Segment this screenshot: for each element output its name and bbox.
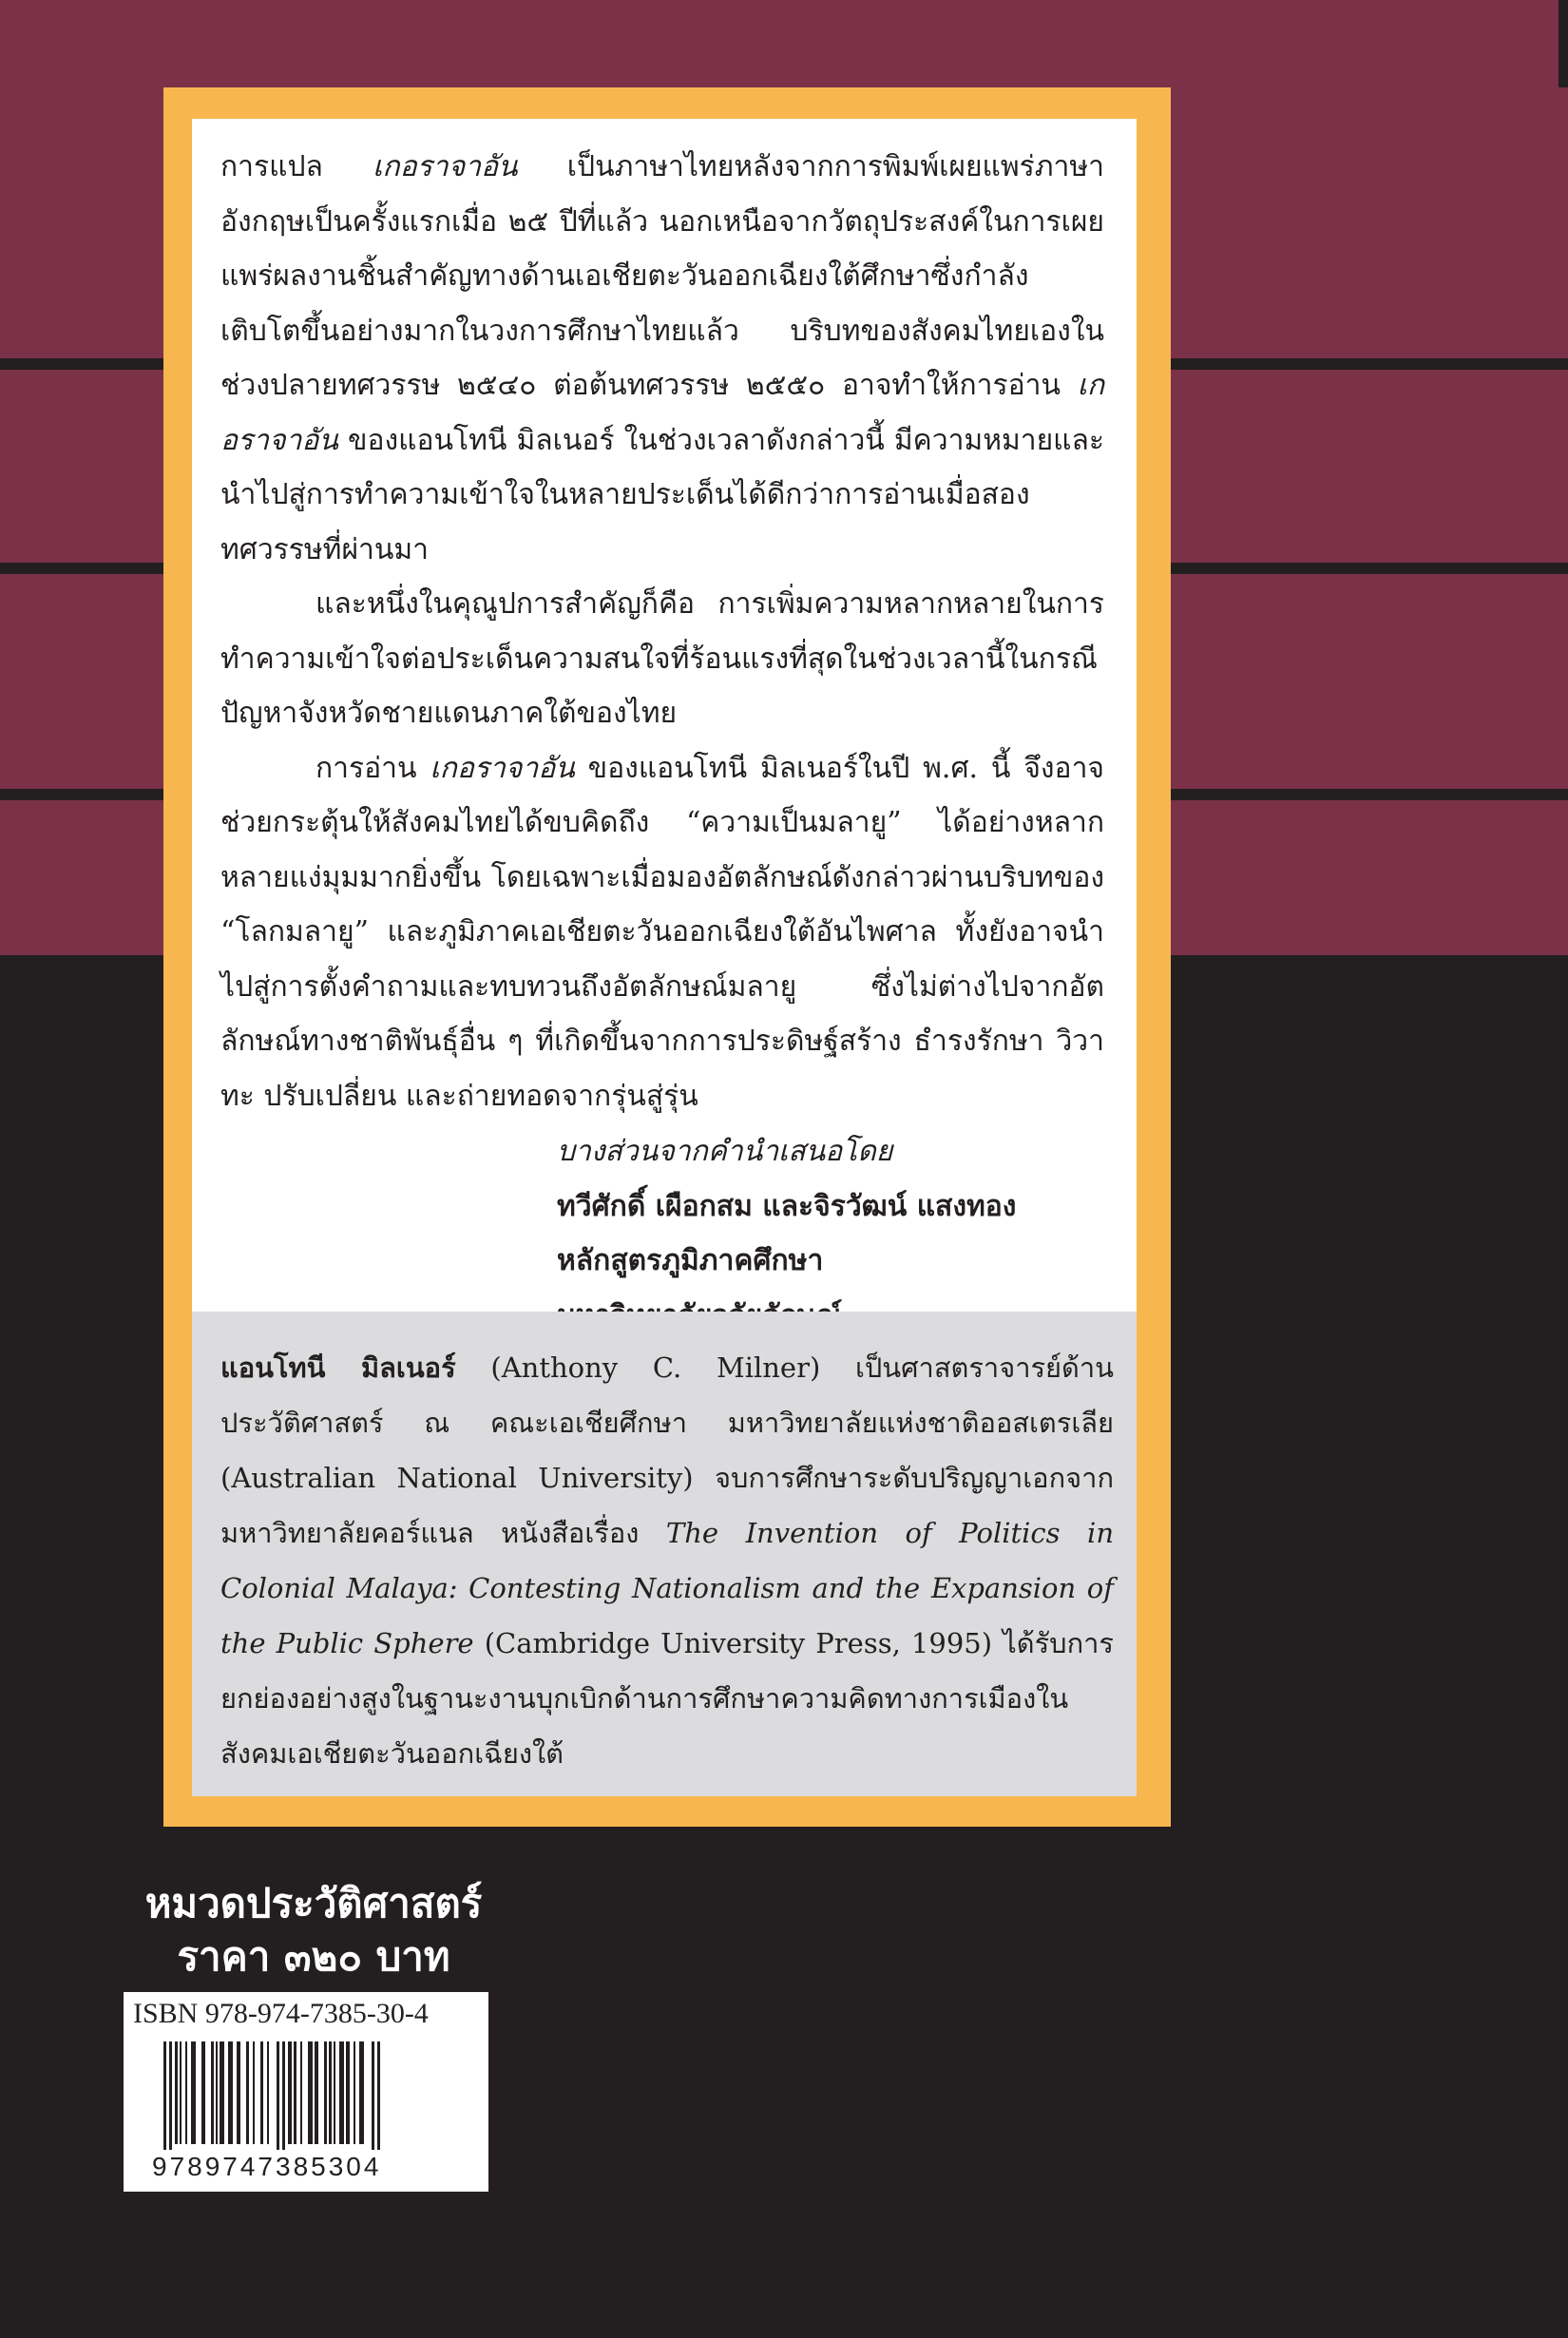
isbn-number: ISBN 978-974-7385-30-4 [133, 1998, 429, 2029]
price-label: ราคา ๓๒๐ บาท [177, 1933, 450, 1980]
barcode-bar [201, 2041, 205, 2144]
text-run: การอ่าน [316, 751, 430, 785]
intro-panel [192, 119, 1137, 1312]
category-label: หมวดประวัติศาสตร์ [144, 1880, 483, 1926]
text-run: การแปล [220, 150, 373, 183]
barcode-bar [346, 2041, 350, 2144]
barcode-bar [288, 2041, 292, 2144]
italic-run: เกอราจาอัน [373, 150, 518, 183]
barcode-bar [324, 2041, 327, 2144]
signature-intro: บางส่วนจากคำนำเสนอโดย [557, 1135, 893, 1168]
barcode-bar [211, 2041, 214, 2144]
barcode-bar [216, 2041, 218, 2144]
barcode-bar [277, 2041, 279, 2150]
signature-names: ทวีศักดิ์ เผือกสม และจิรวัฒน์ แสงทอง [557, 1189, 1017, 1223]
barcode-bar [220, 2041, 224, 2144]
italic-run: เกอราจาอัน [430, 751, 575, 785]
text-run: (Anthony C. Milner) เป็นศาสตราจารย์ด้านประวัติศาสตร์ ณ คณะเอเชียศึกษา มหาวิทยาลัยแห่งชาติออสเตรเลีย (Australian National University) จบการศึกษาระดับปริญญาเอกจากมหาวิทยาลัยคอร์แนล หนังสือเรื่อง [220, 1351, 1114, 1549]
signature-program: หลักสูตรภูมิภาคศึกษา [557, 1244, 824, 1277]
barcode-bar [354, 2041, 355, 2144]
barcode-bar [339, 2041, 344, 2144]
intro-text [220, 140, 1104, 1123]
barcode-bar [329, 2041, 332, 2144]
barcode-bar [228, 2041, 233, 2144]
text-run: ของแอนโทนี มิลเนอร์ในปี พ.ศ. นี้ จึงอาจช่วยกระตุ้นให้สังคมไทยได้ขบคิดถึง “ความเป็นมลายู” ได้อย่างหลากหลายแง่มุมมากยิ่งขึ้น โดยเฉพาะเมื่อมองอัตลักษณ์ดังกล่าวผ่านบริบทของ “โลกมลายู” และภูมิภาคเอเชียตะวันออกเฉียงใต้อันไพศาล ทั้งยังอาจนำไปสู่การตั้งคำถามและทบทวนถึงอัตลักษณ์มลายู ซึ่งไม่ต่างไปจากอัตลักษณ์ทางชาติพันธุ์อื่น ๆ ที่เกิดขึ้นจากการประดิษฐ์สร้าง ธำรงรักษา วิวาทะ ปรับเปลี่ยน และถ่ายทอดจากรุ่นสู่รุ่น [220, 751, 1105, 1113]
barcode-bar [282, 2041, 285, 2150]
isbn-box [124, 1992, 488, 2192]
category-block [133, 1877, 494, 1983]
text-run: (Cambridge University Press, 1995) ได้รับการยกย่องอย่างสูงในฐานะงานบุกเบิกด้านการศึกษาความคิดทางการเมืองในสังคมเอเชียตะวันออกเฉียงใต้ [220, 1627, 1115, 1770]
author-bio-panel [192, 1312, 1137, 1796]
italic-run: The Invention of Politics in Colonial Malaya: Contesting Nationalism and the Expansion of the Public Sphere [220, 1517, 1114, 1659]
barcode-bar [175, 2041, 178, 2144]
intro-paragraph [220, 741, 1104, 1124]
blurb-card [163, 87, 1171, 1827]
barcode-bar [377, 2041, 380, 2150]
barcode-bar [246, 2041, 249, 2144]
italic-run: เกอราจาอัน [220, 369, 1104, 457]
barcode-bar [267, 2041, 269, 2144]
barcode-bar [237, 2041, 240, 2144]
text-run: เป็นภาษาไทยหลังจากการพิมพ์เผยแพร่ภาษาอังกฤษเป็นครั้งแรกเมื่อ ๒๕ ปีที่แล้ว นอกเหนือจากวัตถุประสงค์ในการเผยแพร่ผลงานชิ้นสำคัญทางด้านเอเชียตะวันออกเฉียงใต้ศึกษาซึ่งกำลังเติบโตขึ้นอย่างมากในวงการศึกษาไทยแล้ว บริบทของสังคมไทยเองในช่วงปลายทศวรรษ ๒๕๔๐ ต่อต้นทศวรรษ ๒๕๕๐ อาจทำให้การอ่าน [220, 150, 1105, 402]
corner-mark [1558, 0, 1568, 87]
barcode-bar [169, 2041, 172, 2150]
barcode-bar [294, 2041, 296, 2144]
barcode-bar [191, 2041, 196, 2144]
signature-block [557, 1124, 1016, 1343]
barcode-digits: 9789747385304 [152, 2152, 382, 2181]
bold-run: แอนโทนี มิลเนอร์ [220, 1351, 456, 1384]
barcode-bar [315, 2041, 318, 2144]
intro-paragraph [220, 577, 1104, 741]
barcode-bar [359, 2041, 364, 2144]
barcode-bar [260, 2041, 263, 2144]
intro-paragraph [220, 140, 1104, 577]
text-run: ของแอนโทนี มิลเนอร์ ในช่วงเวลาดังกล่าวนี้ มีความหมายและนำไปสู่การทำความเข้าใจในหลายประเด็นได้ดีกว่าการอ่านเมื่อสองทศวรรษที่ผ่านมา [220, 423, 1104, 566]
barcode-bar [300, 2041, 302, 2144]
text-run: และหนึ่งในคุณูปการสำคัญก็คือ การเพิ่มความหลากหลายในการทำความเข้าใจต่อประเด็นความสนใจที่ร้อนแรงที่สุดในช่วงเวลานี้ในกรณีปัญหาจังหวัดชายแดนภาคใต้ของไทย [220, 587, 1104, 730]
barcode-bar [372, 2041, 374, 2150]
barcode-bar [185, 2041, 187, 2144]
intro-paragraphs [220, 140, 1104, 1123]
barcode-bar [308, 2041, 313, 2144]
barcode-bar [163, 2041, 166, 2150]
barcode-bar [253, 2041, 255, 2144]
barcode-bar [334, 2041, 335, 2144]
author-bio [220, 1340, 1114, 1781]
barcode-bar [180, 2041, 182, 2144]
barcode-icon [162, 2041, 456, 2152]
